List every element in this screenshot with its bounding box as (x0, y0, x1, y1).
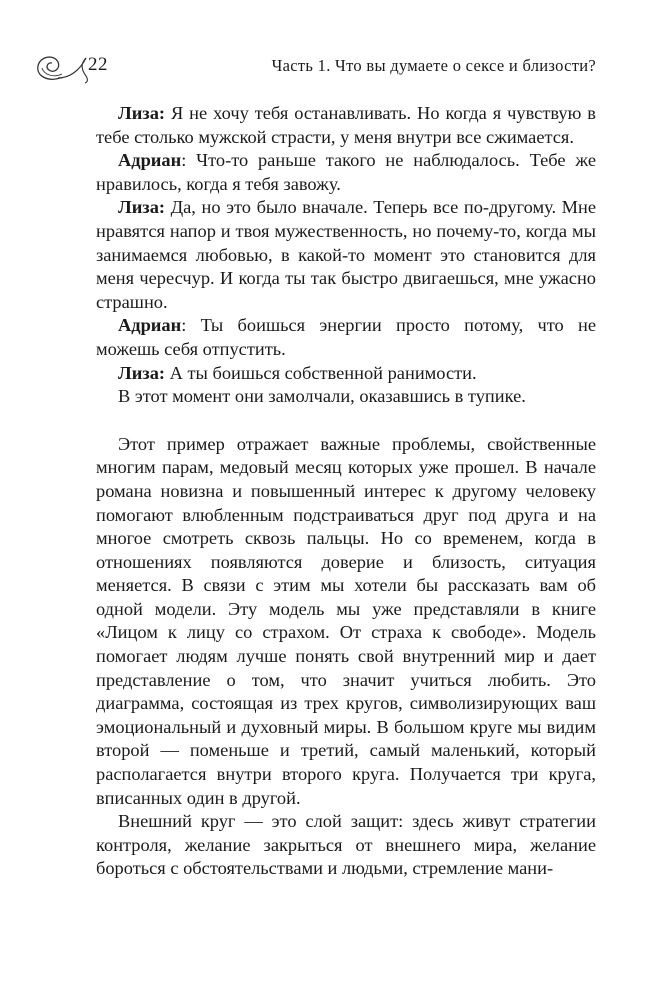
dialogue-line (96, 314, 596, 361)
speaker-name: Лиза: (118, 103, 166, 123)
section-gap (96, 409, 596, 433)
speaker-name: Лиза: (118, 197, 166, 218)
page-body (96, 102, 596, 881)
dialogue-line (96, 102, 596, 149)
dialogue-text: : Ты боишься энергии просто потому, что не можешь себя отпустить. (96, 315, 596, 359)
dialogue-text: Я не хочу тебя останавливать. Но когда я чувствую в тебе столько мужской страсти, у меня внутри все сжимается. (96, 103, 596, 147)
running-head: Часть 1. Что вы думаете о сексе и близости? (271, 56, 596, 75)
body-paragraph: Этот пример отражает важные проблемы, свойственные многим парам, медовый месяц которых уже прошел. В начале романа новизна и повышенный интерес к другому человеку помогают влюбленным подстраиваться друг под друга и на многое смотреть сквозь пальцы. Но со временем, когда в отношениях появляются доверие и близость, ситуация меняется. В связи с этим мы хотели бы рассказать вам об одной модели. Эту модель мы уже представляли в книге «Лицом к лицу со страхом. От страха к свободе». Модель помогает людям лучше понять свой внутренний мир и дает представление о том, что значит учиться любить. Это диаграмма, состоящая из трех кругов, символизирующих ваш эмоциональный и духовный миры. В большом круге мы видим второй — поменьше и третий, самый маленький, который располагается внутри второго круга. Получается три круга, вписанных один в другой. (96, 433, 596, 808)
body-paragraph: Внешний круг — это слой защит: здесь живут стратегии контроля, желание закрыться от внешнего мира, желание бороться с обстоятельствами и людьми, стремление мани- (96, 811, 596, 879)
speaker-name: Адриан (118, 315, 182, 336)
speaker-name: Адриан (118, 150, 182, 171)
dialogue-text: : Что-то раньше такого не наблюдалось. Тебе же нравилось, когда я тебя завожу. (96, 150, 596, 194)
page-header (30, 48, 596, 88)
dialogue-line (96, 149, 596, 196)
dialogue-closing: В этот момент они замолчали, оказавшись в тупике. (118, 386, 526, 407)
page-number: 22 (88, 54, 108, 75)
speaker-name: Лиза: (118, 362, 166, 383)
flourish-ornament-icon (30, 48, 90, 86)
dialogue-line (96, 196, 596, 314)
dialogue-line (96, 362, 596, 386)
dialogue-text: А ты боишься собственной ранимости. (165, 362, 477, 383)
dialogue-text: Да, но это было вначале. Теперь все по-другому. Мне нравятся напор и твоя мужественность, но почему-то, когда мы занимаемся любовью, в какой-то момент это становится для меня чересчур. И когда ты так быстро двигаешься, мне ужасно страшно. (96, 197, 596, 312)
